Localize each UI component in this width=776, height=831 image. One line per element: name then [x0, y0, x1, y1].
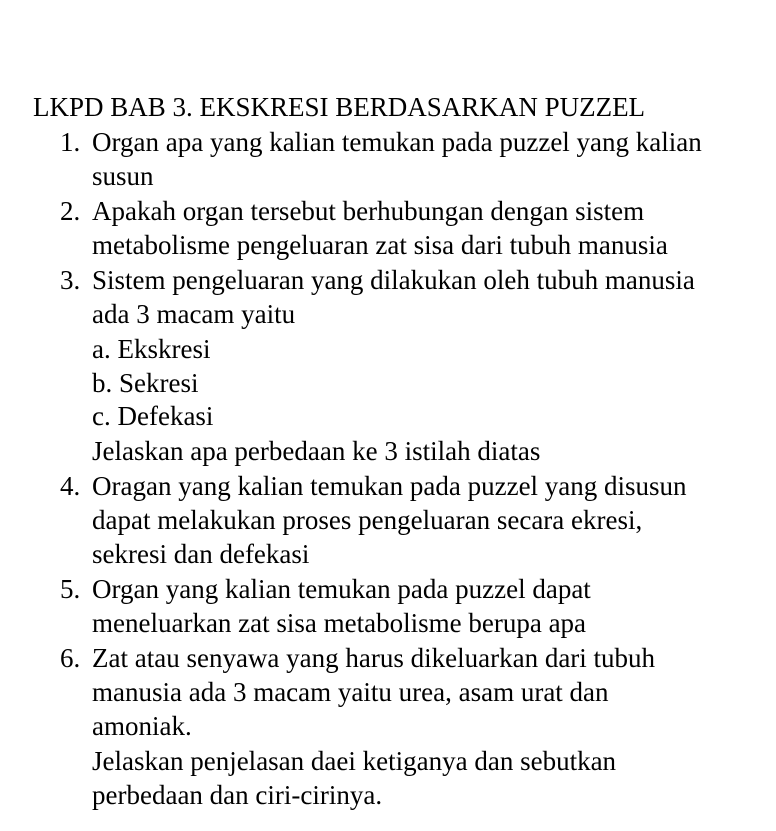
question-2-line-1: Apakah organ tersebut berhubungan dengan sistem — [92, 196, 645, 226]
question-4-line-2: dapat melakukan proses pengeluaran secara ekresi, — [92, 505, 643, 535]
question-2-line-2: metabolisme pengeluaran zat sisa dari tubuh manusia — [92, 230, 668, 260]
question-6-line-5: perbedaan dan ciri-cirinya. — [92, 780, 383, 810]
question-5-line-2: meneluarkan zat sisa metabolisme berupa apa — [92, 608, 587, 638]
question-3-option-c: c. Defekasi — [92, 401, 214, 431]
question-5-number: 5. — [60, 574, 81, 604]
question-1-number: 1. — [60, 127, 81, 157]
question-1-line-1: Organ apa yang kalian temukan pada puzzel yang kalian — [92, 127, 702, 157]
question-5-line-1: Organ yang kalian temukan pada puzzel dapat — [92, 574, 591, 604]
question-3-line-2: ada 3 macam yaitu — [92, 299, 296, 329]
question-6-line-4: Jelaskan penjelasan daei ketiganya dan sebutkan — [92, 746, 617, 776]
question-3-instruction: Jelaskan apa perbedaan ke 3 istilah diatas — [92, 436, 541, 466]
question-1-line-2: susun — [92, 161, 154, 191]
question-4-line-1: Oragan yang kalian temukan pada puzzel yang disusun — [92, 471, 687, 501]
question-6-number: 6. — [60, 643, 81, 673]
question-6-line-1: Zat atau senyawa yang harus dikeluarkan dari tubuh — [92, 643, 656, 673]
question-6-line-3: amoniak. — [92, 711, 192, 741]
question-4-number: 4. — [60, 471, 81, 501]
question-3-option-a: a. Ekskresi — [92, 334, 211, 364]
question-3-number: 3. — [60, 265, 81, 295]
question-2-number: 2. — [60, 196, 81, 226]
question-3-line-1: Sistem pengeluaran yang dilakukan oleh tubuh manusia — [92, 265, 695, 295]
question-6-line-2: manusia ada 3 macam yaitu urea, asam urat dan — [92, 677, 609, 707]
page-title: LKPD BAB 3. EKSKRESI BERDASARKAN PUZZEL — [33, 92, 646, 122]
question-3-option-b: b. Sekresi — [92, 368, 199, 398]
question-4-line-3: sekresi dan defekasi — [92, 539, 310, 569]
